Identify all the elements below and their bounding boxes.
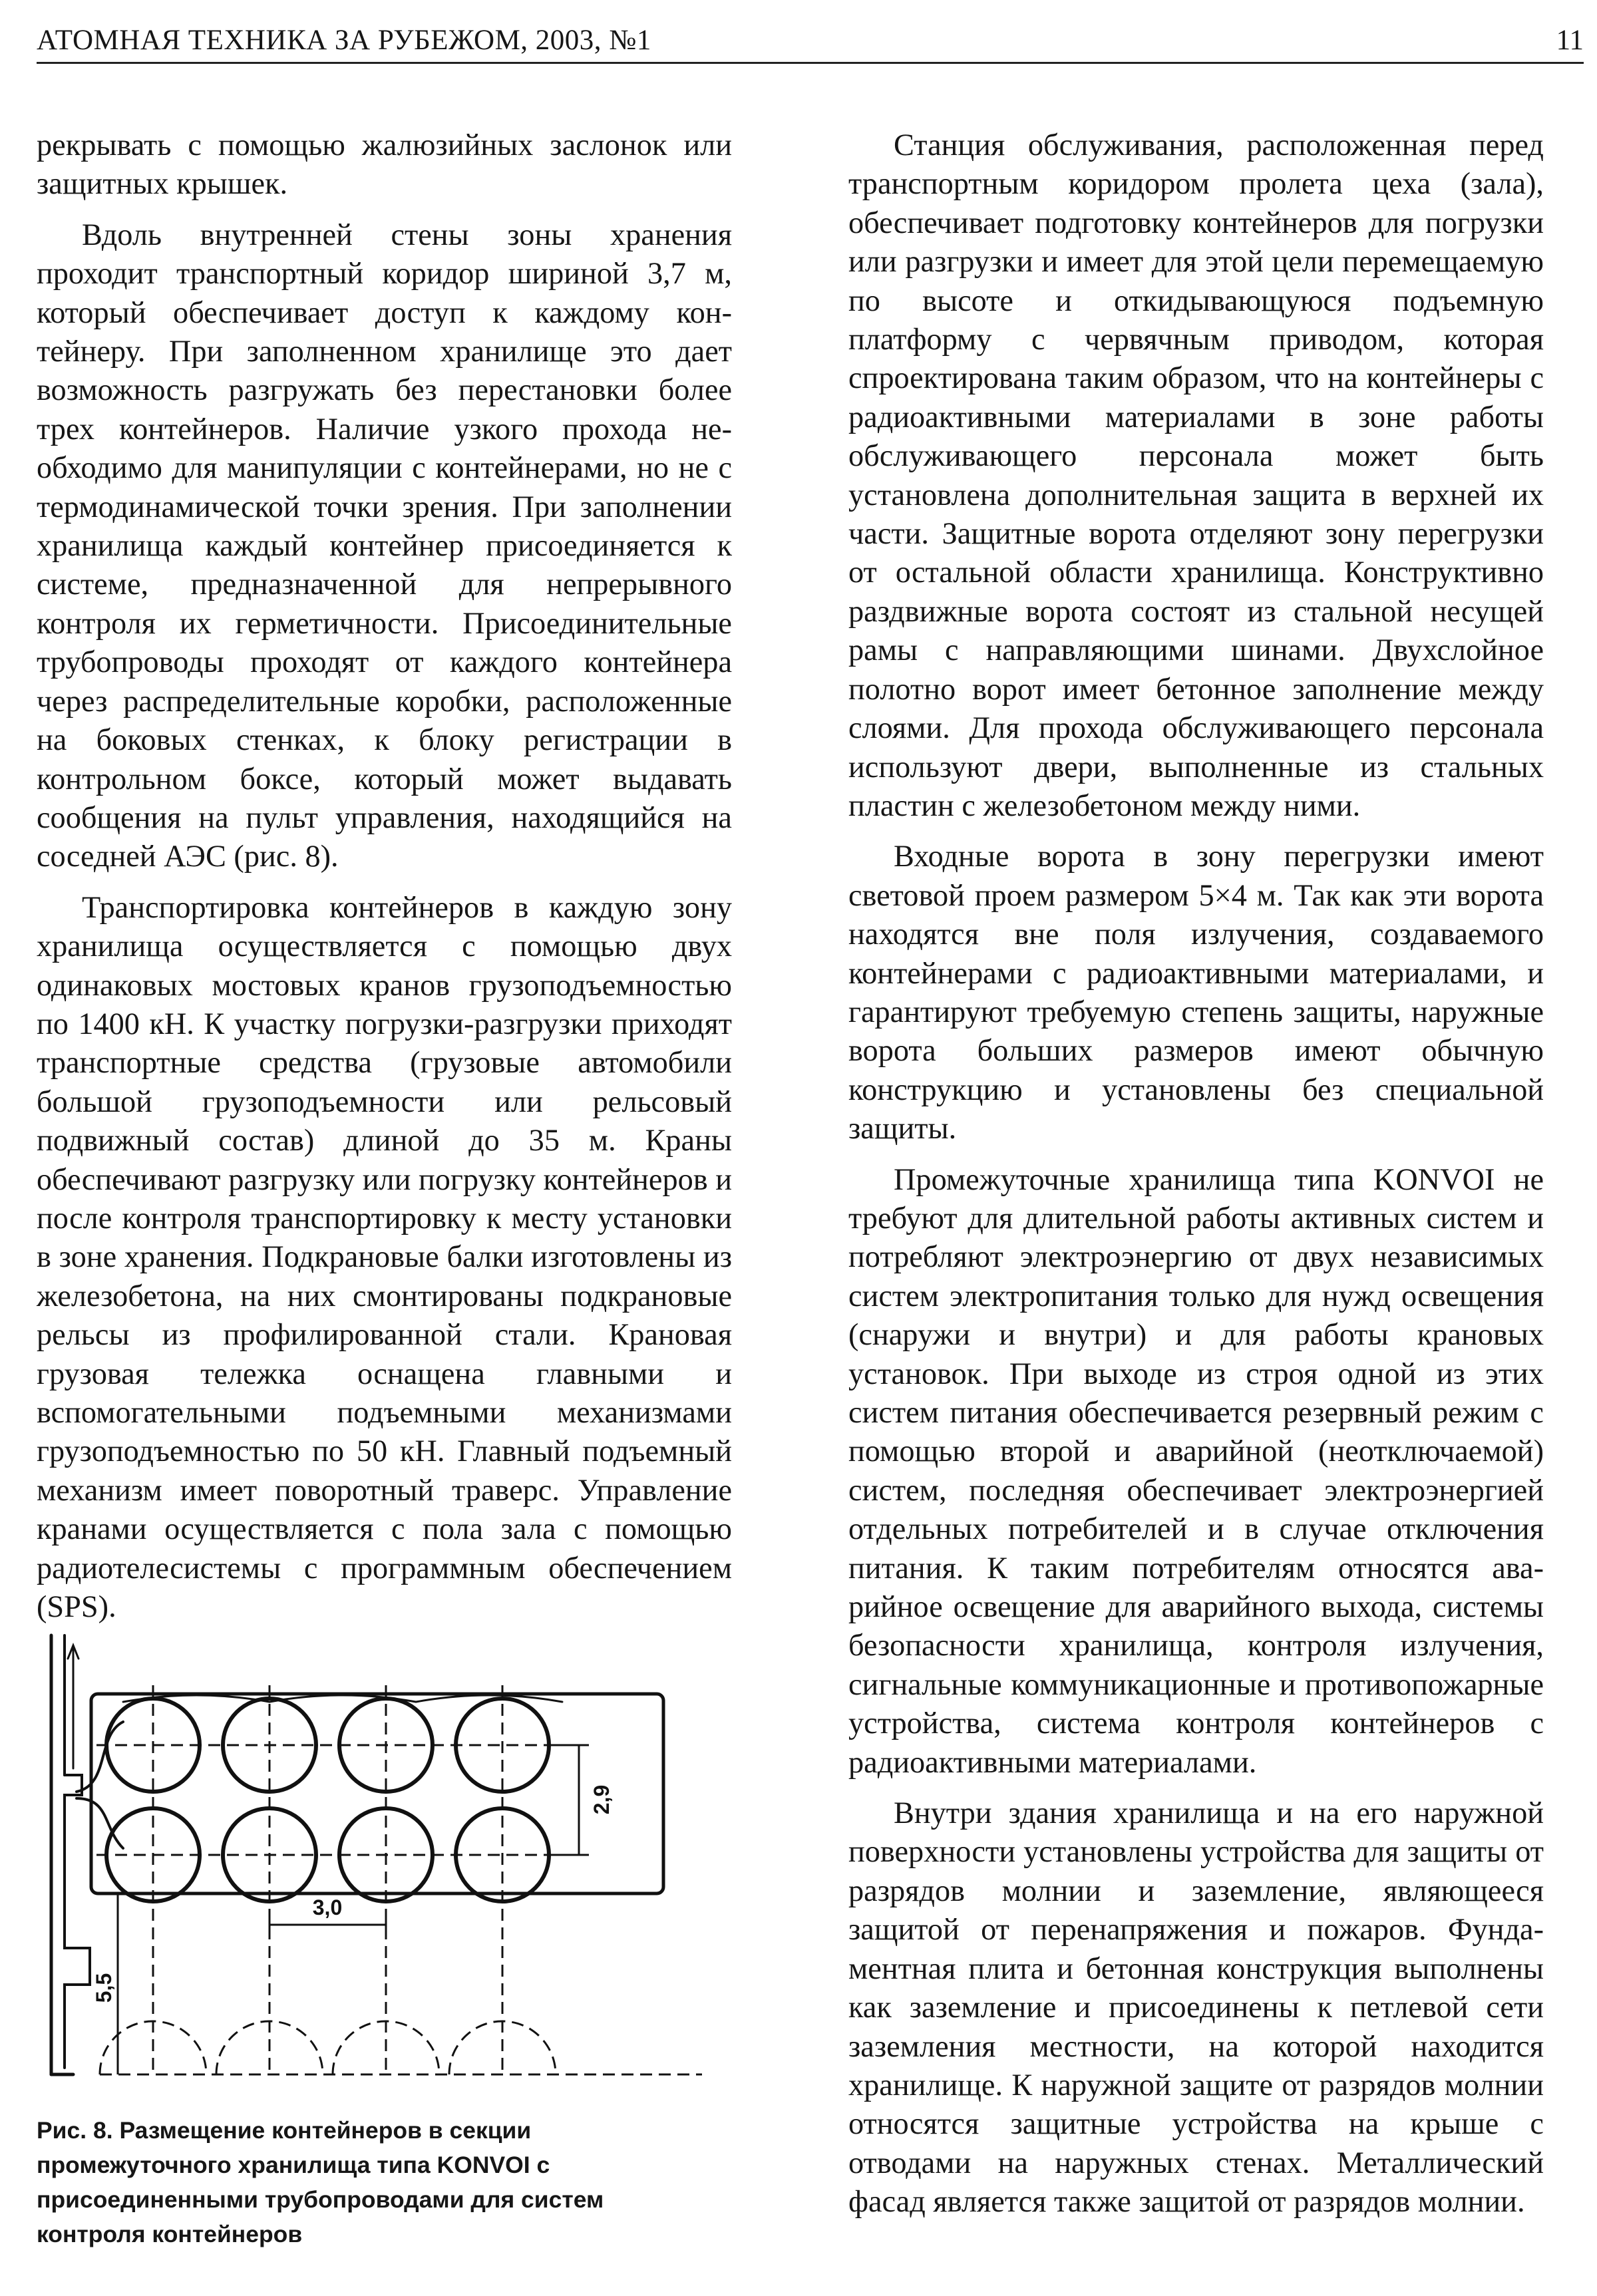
dimension-label-row: 2,9 xyxy=(590,1784,614,1815)
wall-profile xyxy=(65,1775,90,2068)
figure-container-layout xyxy=(37,1629,729,2094)
dimension-label-spacing: 3,0 xyxy=(312,1895,343,1919)
paragraph: Промежуточные хранилища типа KONVOI не требуют для длительной работы активных систем и потребляют электроэнергию от двух независимых систем электропитания только для нужд освещения (снаружи и внутри) и для работы крановых установок. При выходе из строя одной из этих систем питания обеспечивается резервный режим с помощью второй и аварийной (неотключаемой) систем, последняя обеспечивает электроэнергией отдельных потребителей и в случае отключения питания. К таким потребителям относятся аварийное освещение для аварийного выхода, системы безопасности хранилища, контроля излучения, сигнальные коммуникационные и противопожарные устройства, система контроля контейнеров с радиоактивными материалами. xyxy=(848,1162,1544,1780)
pipe-line xyxy=(77,1722,123,1792)
section-enclosure xyxy=(91,1694,663,1893)
right-column xyxy=(848,126,1544,2222)
dimension-label-offset: 5,5 xyxy=(92,1973,116,2003)
paragraph: Транспортировка контейнеров в каждую зону хранилища осуществляется с помощью двух одинаковых мостовых кранов грузоподъемностью по 1400 кН. К участку погрузки-разгрузки приходят транспортные средства (грузовые автомобили большой грузоподъемности или рельсовый подвижный состав) длиной до 35 м. Краны обеспечивают разгрузку или погрузку контейнеров и после контроля транспортировку к месту установки в зоне хранения. Подкрановые балки изготовлены из железобетона, на них смонтированы подкрановые рельсы из профилированной стали. Крановая грузовая тележка оснащена главными и вспомогательными подъемными механизмами грузоподъемностью по 50 кН. Главный подъемный механизм имеет поворотный траверс. Управление кранами осуществляется с пола зала с помощью радиотелесистемы с программным обеспечением (SPS). xyxy=(37,890,732,1625)
paragraph: Внутри здания хранилища и на его наружной поверхности установлены устройства для защиты от разрядов молнии и заземление, являющееся защитой от перенапряжения и пожаров. Фундаментная плита и бетонная конструкция выполнены как заземление и присоединены к петлевой сети заземления местности, на которой находится хранилище. К наружной защите от разрядов молнии относятся защитные устройства на крыше с отводами на наружных стенах. Металлический фасад является также защитой от разрядов молнии. xyxy=(848,1796,1544,2219)
paragraph: Станция обслуживания, расположенная перед транспортным коридором пролета цеха (зала), обеспечивает подготовку контейнеров для погрузки или разгрузки и имеет для этой цели перемещаемую по высоте и откидывающуюся подъемную платформу с червячным приводом, которая спроектирована таким образом, что на контейнеры с радиоактивными материалами в зоне работы обслуживающего персонала может быть установлена дополнительная защита в верхней их части. Защитные ворота отделяют зону перегрузки от остальной области хранилища. Конструктивно раздвижные ворота состоят из стальной несущей рамы с направляющими шинами. Двухслойное полотно ворот имеет бетонное заполнение между слоями. Для прохода обслуживающего персонала используют двери, выполненные из стальных пластин с железобетоном между ними. xyxy=(848,128,1544,823)
pipe-line xyxy=(77,1798,123,1848)
paragraph: рекрывать с помощью жалюзийных заслонок или защитных крышек. xyxy=(37,128,732,202)
running-header xyxy=(37,12,1584,64)
paragraph: Входные ворота в зону перегрузки имеют световой проем размером 5×4 м. Так как эти ворота находятся вне поля излучения, создаваемого контейнерами с радиоактивными материалами, и гарантируют требуемую степень защиты, наружные ворота больших размеров имеют обычную конструкцию и установлены без специальной защиты. xyxy=(848,840,1544,1146)
paragraph: Вдоль внутренней стены зоны хранения проходит транспортный коридор шириной 3,7 м, который обеспечивает доступ к каждому контейнеру. При заполненном хранилище это дает возможность разгружать без перестановки более трех контейнеров. Наличие узкого прохода необходимо для манипуляции с контейнерами, но не с термодинамической точки зрения. При заполнении хранилища каждый контейнер присоединяется к системе, предназначенной для непрерывного контроля их герметичности. Присоединительные трубопроводы проходят от каждого контейнера через распределительные коробки, расположенные на боковых стенках, к блоку регистрации в контрольном боксе, который может выдавать сообщения на пульт управления, находящийся на соседней АЭС (рис. 8). xyxy=(37,218,732,874)
page-number: 11 xyxy=(1556,25,1584,56)
left-column xyxy=(37,126,732,1627)
figure-caption: Рис. 8. Размещение контейнеров в секции промежуточного хранилища типа KONVOI с присоединенными трубопроводами для систем контроля контейнеров xyxy=(37,2117,604,2247)
journal-title: АТОМНАЯ ТЕХНИКА ЗА РУБЕЖОМ, 2003, №1 xyxy=(37,25,651,56)
container-layout-diagram xyxy=(37,1629,729,2094)
